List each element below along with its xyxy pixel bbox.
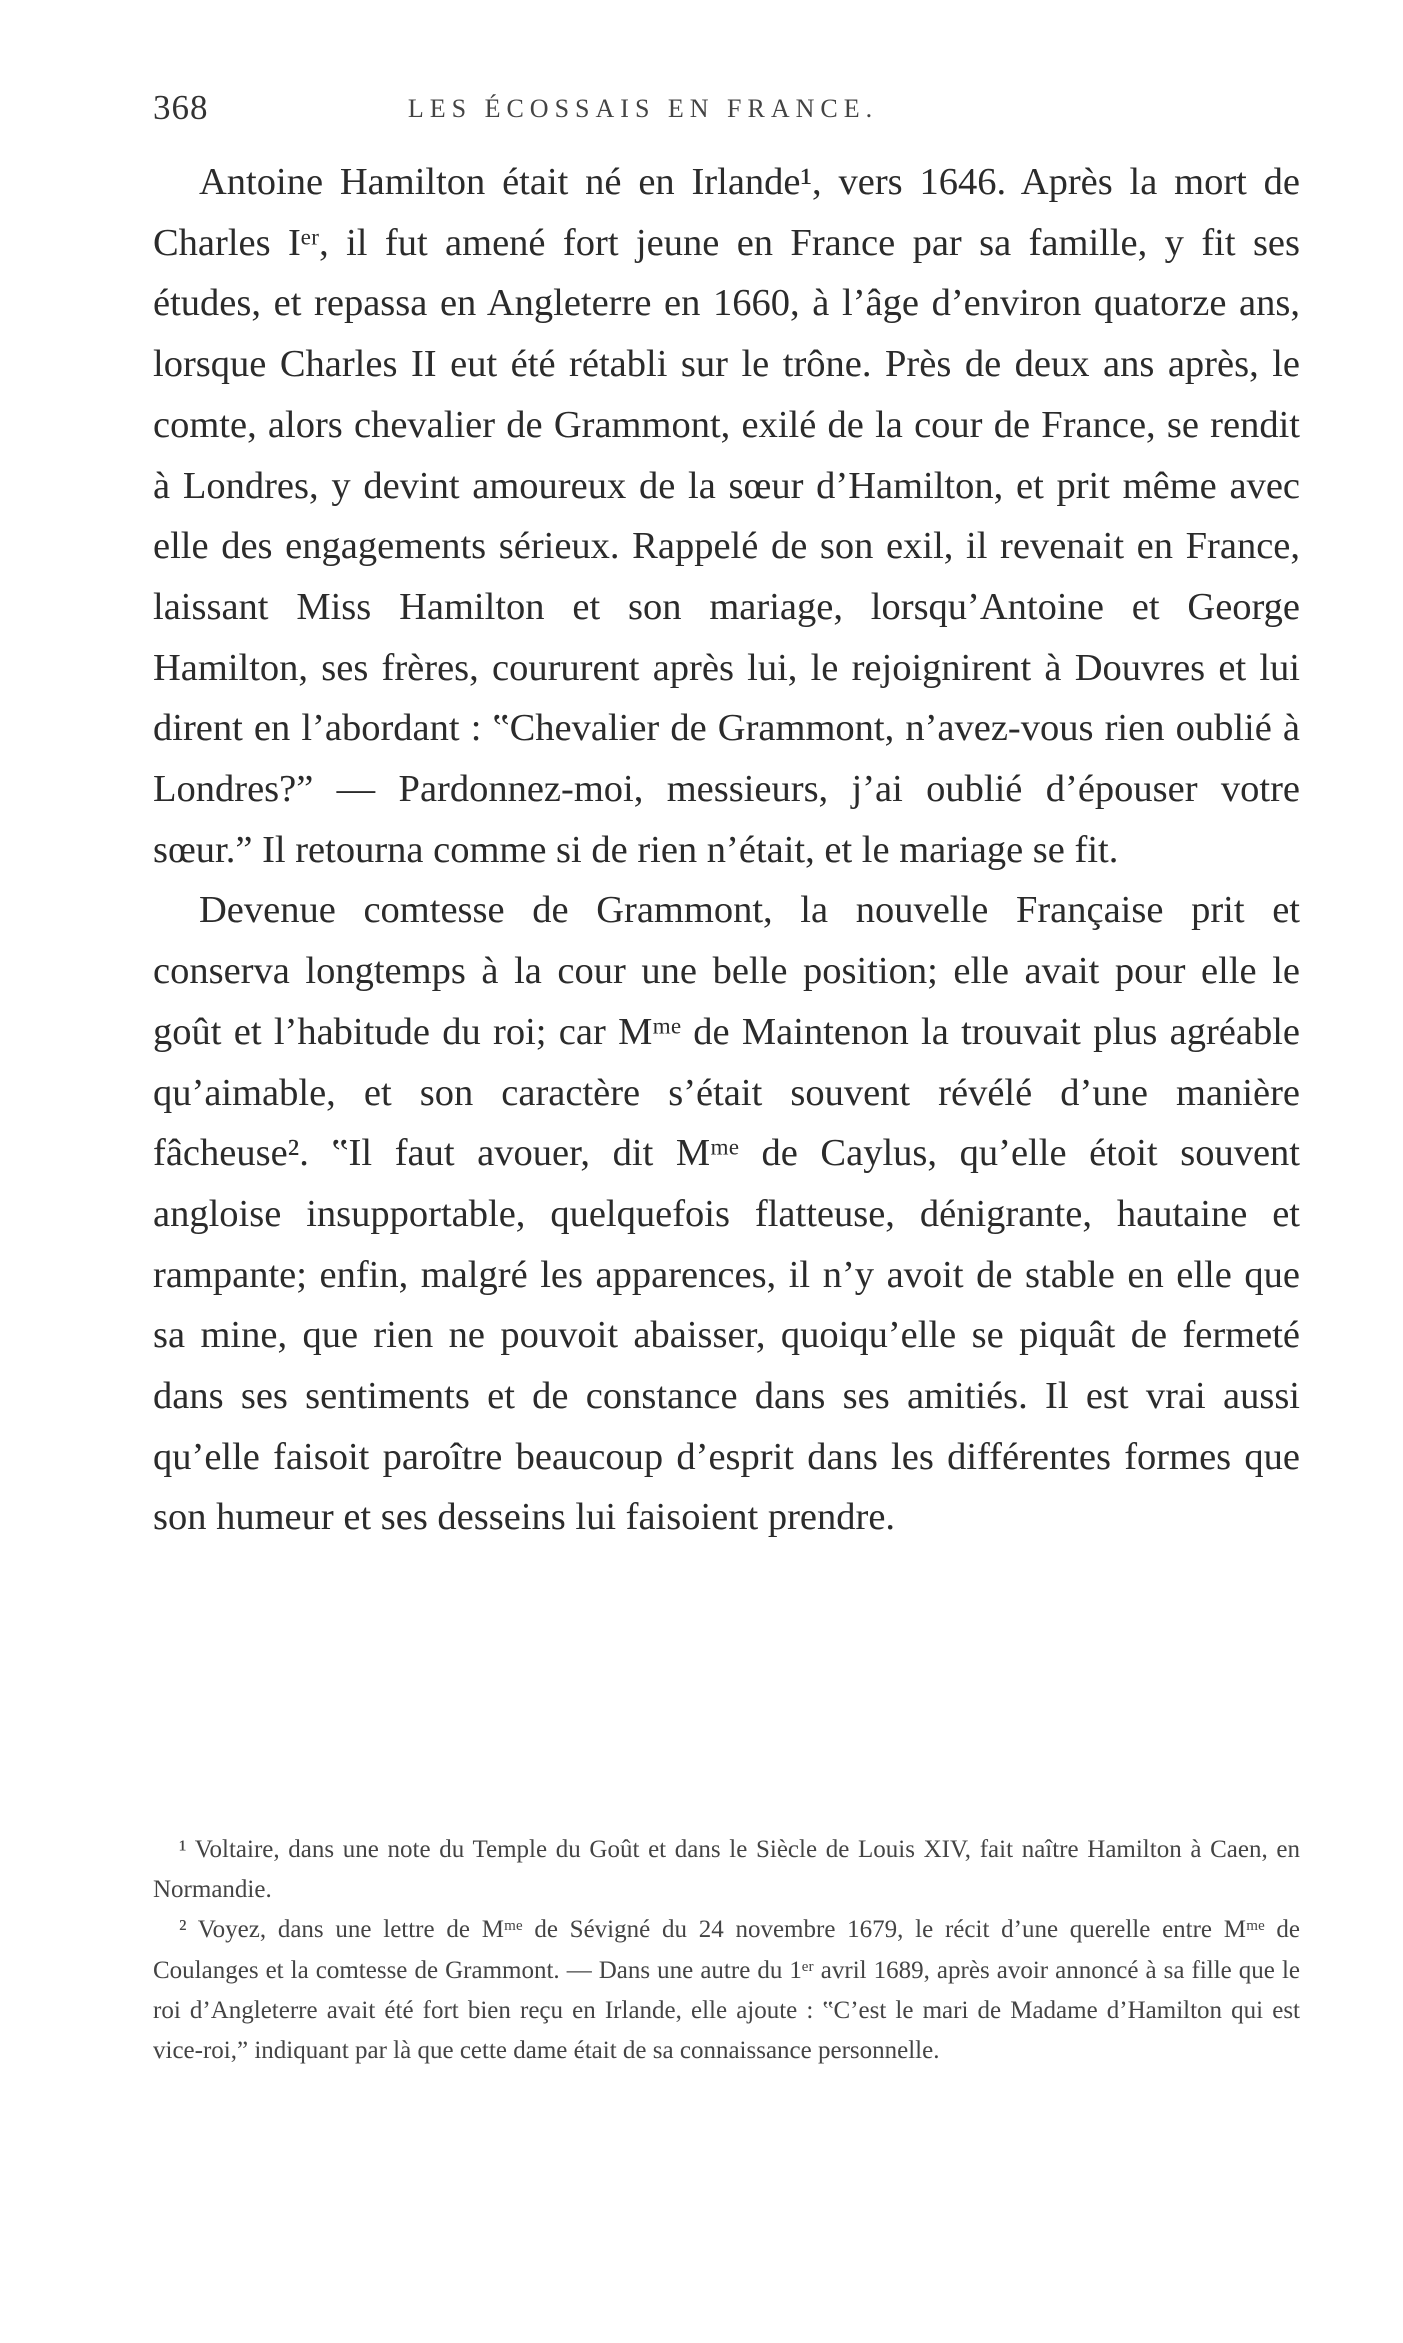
main-text [153, 152, 1300, 1548]
page-number: 368 [153, 88, 209, 127]
page-header [153, 88, 1283, 128]
running-title: LES ÉCOSSAIS EN FRANCE. [407, 94, 879, 123]
paragraph: Devenue comtesse de Grammont, la nouvelle Française prit et conserva longtemps à la cour une belle position; elle avait pour elle le goût et l’habitude du roi; car Mᵐᵉ de Maintenon la trouvait plus agréable qu’aimable, et son caractère s’était souvent révélé d’une manière fâcheuse². ‟Il faut avouer, dit Mᵐᵉ de Caylus, qu’elle étoit souvent angloise insupportable, quelquefois flatteuse, dénigrante, hautaine et rampante; enfin, malgré les apparences, il n’y avoit de stable en elle que sa mine, que rien ne pouvoit abaisser, quoiqu’elle se piquât de fermeté dans ses sentiments et de constance dans ses amitiés. Il est vrai aussi qu’elle faisoit paroître beaucoup d’esprit dans les différentes formes que son humeur et ses desseins lui faisoient prendre. [153, 889, 1300, 1539]
footnotes [153, 1830, 1300, 2071]
paragraph: Antoine Hamilton était né en Irlande¹, vers 1646. Après la mort de Charles Iᵉʳ, il fut amené fort jeune en France par sa famille, y fit ses études, et repassa en Angleterre en 1660, à l’âge d’environ quatorze ans, lorsque Charles II eut été rétabli sur le trône. Près de deux ans après, le comte, alors chevalier de Grammont, exilé de la cour de France, se rendit à Londres, y devint amoureux de la sœur d’Hamilton, et prit même avec elle des engagements sérieux. Rappelé de son exil, il revenait en France, laissant Miss Hamilton et son mariage, lorsqu’Antoine et George Hamilton, ses frères, coururent après lui, le rejoignirent à Douvres et lui dirent en l’abordant : ‟Chevalier de Grammont, n’avez-vous rien oublié à Londres?” — Pardonnez-moi, messieurs, j’ai oublié d’épouser votre sœur.” Il retourna comme si de rien n’était, et le mariage se fit. [153, 161, 1300, 871]
footnote: ² Voyez, dans une lettre de Mᵐᵉ de Sévigné du 24 novembre 1679, le récit d’une querelle entre Mᵐᵉ de Coulanges et la comtesse de Grammont. — Dans une autre du 1ᵉʳ avril 1689, après avoir annoncé à sa fille que le roi d’Angleterre avait été fort bien reçu en Irlande, elle ajoute : ‟C’est le mari de Madame d’Hamilton qui est vice-roi,” indiquant par là que cette dame était de sa connaissance personnelle. [153, 1916, 1300, 2065]
footnote: ¹ Voltaire, dans une note du Temple du Goût et dans le Siècle de Louis XIV, fait naître Hamilton à Caen, en Normandie. [153, 1836, 1300, 1904]
